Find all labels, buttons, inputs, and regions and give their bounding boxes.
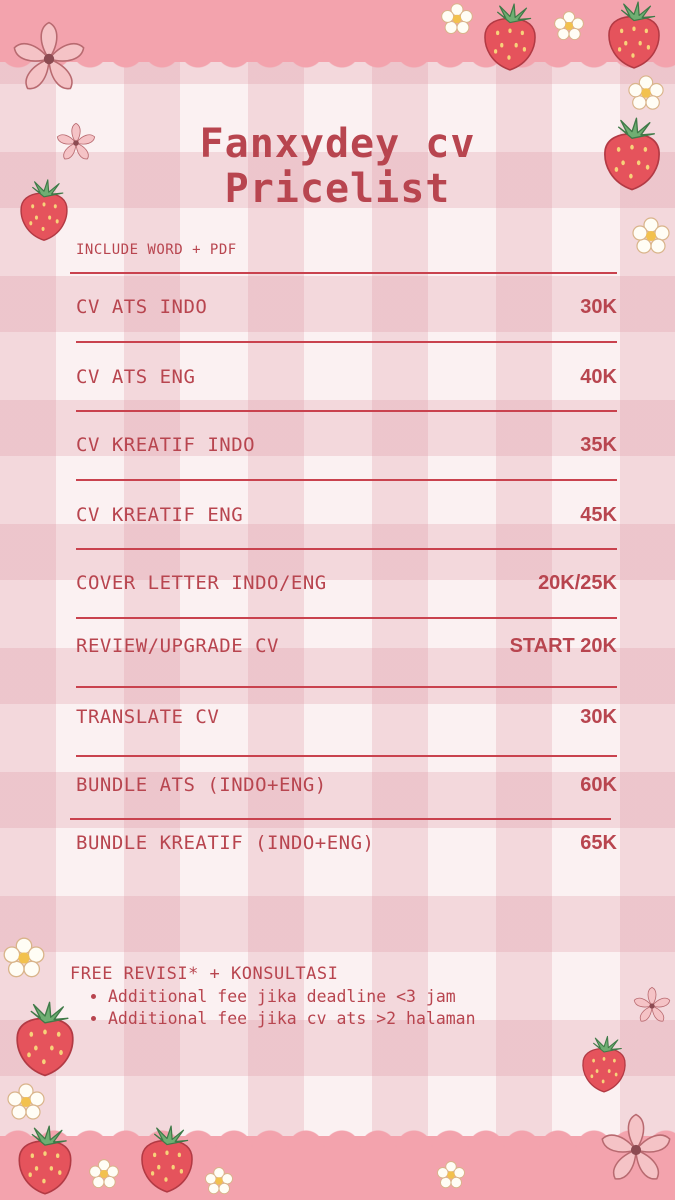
divider-line <box>70 272 617 274</box>
item-price: 60K <box>580 774 617 796</box>
sakura-flower-icon <box>55 122 97 164</box>
item-name: CV KREATIF ENG <box>76 504 244 526</box>
footer-notes <box>70 964 476 1030</box>
sakura-flower-icon <box>10 20 88 98</box>
strawberry-icon <box>12 1124 78 1198</box>
white-flower-icon <box>204 1166 234 1196</box>
price-row <box>76 774 617 804</box>
white-flower-icon <box>631 216 671 256</box>
strawberry-icon <box>578 1034 630 1096</box>
include-note: INCLUDE WORD + PDF <box>76 242 237 258</box>
price-row <box>76 706 617 736</box>
white-flower-icon <box>6 1082 46 1122</box>
white-flower-icon <box>436 1160 466 1190</box>
item-name: BUNDLE ATS (INDO+ENG) <box>76 774 327 796</box>
strawberry-icon <box>15 178 73 244</box>
price-row <box>76 832 617 862</box>
item-price: 45K <box>580 504 617 526</box>
sakura-flower-icon <box>598 1112 674 1188</box>
strawberry-icon <box>10 1000 80 1080</box>
footer-heading: FREE REVISI* + KONSULTASI <box>70 964 339 984</box>
strawberry-icon <box>136 1124 198 1196</box>
bottom-scallop-edge <box>0 1124 675 1148</box>
white-flower-icon <box>440 2 474 36</box>
list-item: • Additional fee jika cv ats >2 halaman <box>108 1008 476 1030</box>
item-price: 20K/25K <box>538 572 617 594</box>
page-title: Fanxydey cv <box>199 121 476 167</box>
page-subtitle: Pricelist <box>224 166 451 212</box>
white-flower-icon <box>2 936 46 980</box>
item-price: 40K <box>580 366 617 388</box>
divider-line <box>76 617 617 619</box>
divider-line <box>76 410 617 412</box>
price-row <box>76 366 617 396</box>
price-row <box>76 572 617 602</box>
white-flower-icon <box>627 74 665 112</box>
list-item: • Additional fee jika deadline <3 jam <box>108 986 476 1008</box>
price-row <box>76 434 617 464</box>
item-name: CV ATS ENG <box>76 366 196 388</box>
item-price: 30K <box>580 296 617 318</box>
top-scallop-edge <box>0 50 675 74</box>
strawberry-icon <box>478 2 542 74</box>
item-price: 30K <box>580 706 617 728</box>
item-name: COVER LETTER INDO/ENG <box>76 572 327 594</box>
item-name: CV ATS INDO <box>76 296 208 318</box>
item-price: 35K <box>580 434 617 456</box>
divider-line <box>76 686 617 688</box>
price-row <box>76 504 617 534</box>
item-name: BUNDLE KREATIF (INDO+ENG) <box>76 832 375 854</box>
white-flower-icon <box>553 10 585 42</box>
item-name: TRANSLATE CV <box>76 706 220 728</box>
fee-notes-list <box>70 986 476 1030</box>
divider-line <box>76 755 617 757</box>
divider-line <box>70 818 611 820</box>
white-flower-icon <box>88 1158 120 1190</box>
divider-line <box>76 548 617 550</box>
price-row <box>76 635 617 665</box>
price-row <box>76 296 617 326</box>
divider-line <box>76 341 617 343</box>
strawberry-icon <box>598 0 670 72</box>
strawberry-icon <box>598 116 666 194</box>
item-price: 65K <box>580 832 617 854</box>
item-price: START 20K <box>509 635 617 657</box>
item-name: CV KREATIF INDO <box>76 434 256 456</box>
divider-line <box>76 479 617 481</box>
item-name: REVIEW/UPGRADE CV <box>76 635 279 657</box>
sakura-flower-icon <box>632 986 672 1026</box>
